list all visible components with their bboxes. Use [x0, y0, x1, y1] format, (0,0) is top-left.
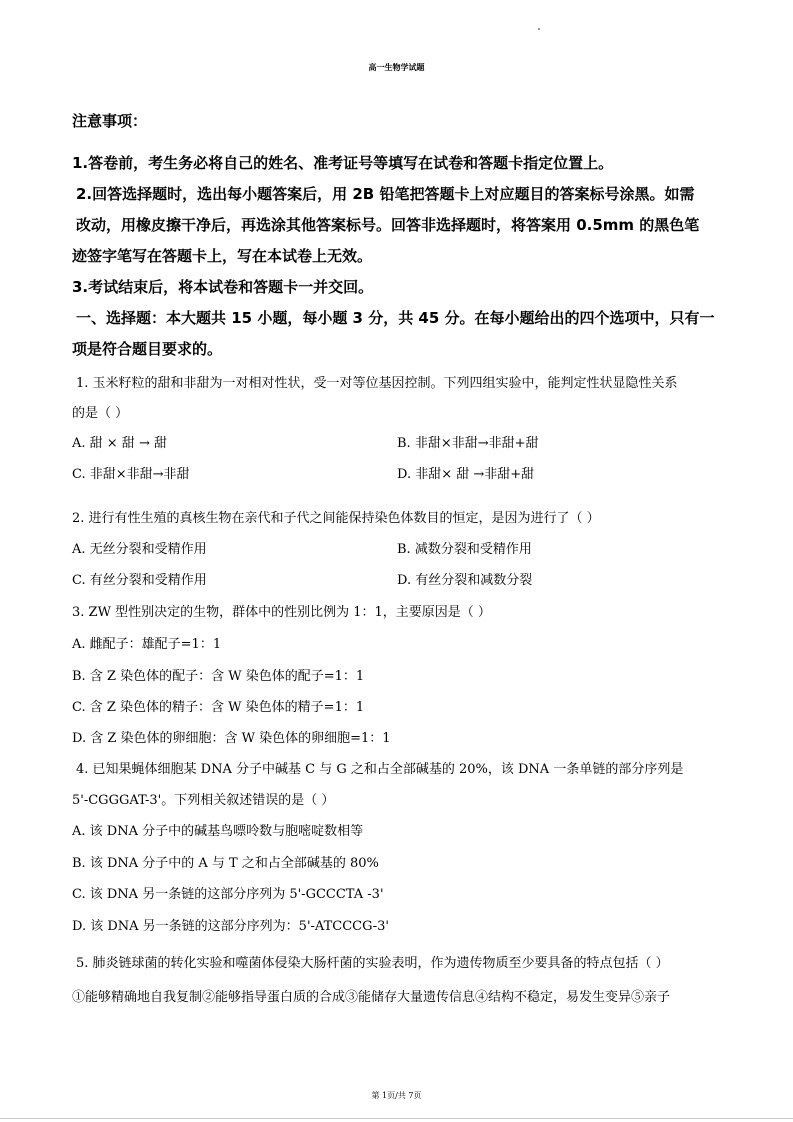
q3-stem: 3. ZW 型性别决定的生物，群体中的性别比例为 1：1，主要原因是（ ） [72, 605, 491, 620]
notice-line-2b: 改动，用橡皮擦干净后，再选涂其他答案标号。回答非选择题时，将答案用 0.5mm 的黑色笔 [76, 216, 700, 234]
section1-line-2: 项是符合题目要求的。 [72, 340, 223, 358]
q3-option-a: A. 雌配子：雄配子=1：1 [72, 637, 222, 652]
notice-heading: 注意事项： [72, 112, 148, 130]
q2-stem: 2. 进行有性生殖的真核生物在亲代和子代之间能保持染色体数目的恒定，是因为进行了（ ） [72, 511, 600, 526]
q3-option-d: D. 含 Z 染色体的卵细胞：含 W 染色体的卵细胞=1：1 [72, 731, 391, 746]
q2-option-c: C. 有丝分裂和受精作用 [72, 573, 207, 588]
notice-line-3: 3.考试结束后，将本试卷和答题卡一并交回。 [72, 278, 374, 296]
notice-line-2a: 2.回答选择题时，选出每小题答案后，用 2B 铅笔把答题卡上对应题目的答案标号涂黑。如需 [76, 185, 695, 203]
footer-divider [0, 1118, 793, 1119]
q4-option-b: B. 该 DNA 分子中的 A 与 T 之和占全部碱基的 80% [72, 856, 379, 871]
q5-stem-1: 5. 肺炎链球菌的转化实验和噬菌体侵染大肠杆菌的实验表明，作为遗传物质至少要具备的特点包括（ ） [76, 956, 669, 971]
q4-stem-2: 5'-CGGGAT-3'。下列相关叙述错误的是（ ） [72, 793, 335, 808]
scan-dot [538, 28, 540, 30]
notice-line-2c: 迹签字笔写在答题卡上，写在本试卷上无效。 [72, 247, 373, 265]
q1-option-c: C. 非甜×非甜→非甜 [72, 467, 190, 482]
q1-option-d: D. 非甜× 甜 →非甜+甜 [397, 467, 535, 482]
q4-option-c: C. 该 DNA 另一条链的这部分序列为 5'-GCCCTA -3' [72, 887, 384, 902]
q1-option-b: B. 非甜×非甜→非甜+甜 [397, 436, 539, 451]
q4-option-d: D. 该 DNA 另一条链的这部分序列为：5'-ATCCCG-3' [72, 919, 389, 934]
q4-stem-1: 4. 已知果蝇体细胞某 DNA 分子中碱基 C 与 G 之和占全部碱基的 20%，该 DNA 一条单链的部分序列是 [76, 762, 684, 777]
q3-option-b: B. 含 Z 染色体的配子：含 W 染色体的配子=1：1 [72, 669, 365, 684]
q1-stem-2: 的是（ ） [72, 406, 129, 421]
q2-option-d: D. 有丝分裂和减数分裂 [397, 573, 533, 588]
section1-line-1: 一、选择题：本大题共 15 小题，每小题 3 分，共 45 分。在每小题给出的四个选项中，只有一 [76, 309, 715, 327]
q5-stem-2: ①能够精确地自我复制②能够指导蛋白质的合成③能储存大量遗传信息④结构不稳定，易发生变异⑤亲子 [72, 990, 671, 1005]
q2-option-a: A. 无丝分裂和受精作用 [72, 542, 207, 557]
page-footer: 第 1页/共 7页 [371, 1091, 422, 1100]
q3-option-c: C. 含 Z 染色体的精子：含 W 染色体的精子=1：1 [72, 700, 365, 715]
notice-line-1: 1.答卷前，考生务必将自己的姓名、准考证号等填写在试卷和答题卡指定位置上。 [72, 154, 614, 172]
q2-option-b: B. 减数分裂和受精作用 [397, 542, 532, 557]
q1-option-a: A. 甜 × 甜 → 甜 [72, 436, 167, 451]
q4-option-a: A. 该 DNA 分子中的碱基鸟嘌呤数与胞嘧啶数相等 [72, 824, 364, 839]
q1-stem-1: 1. 玉米籽粒的甜和非甜为一对相对性状，受一对等位基因控制。下列四组实验中，能判定性状显隐性关系 [76, 376, 678, 391]
page-title: 高一生物学试题 [368, 63, 425, 72]
